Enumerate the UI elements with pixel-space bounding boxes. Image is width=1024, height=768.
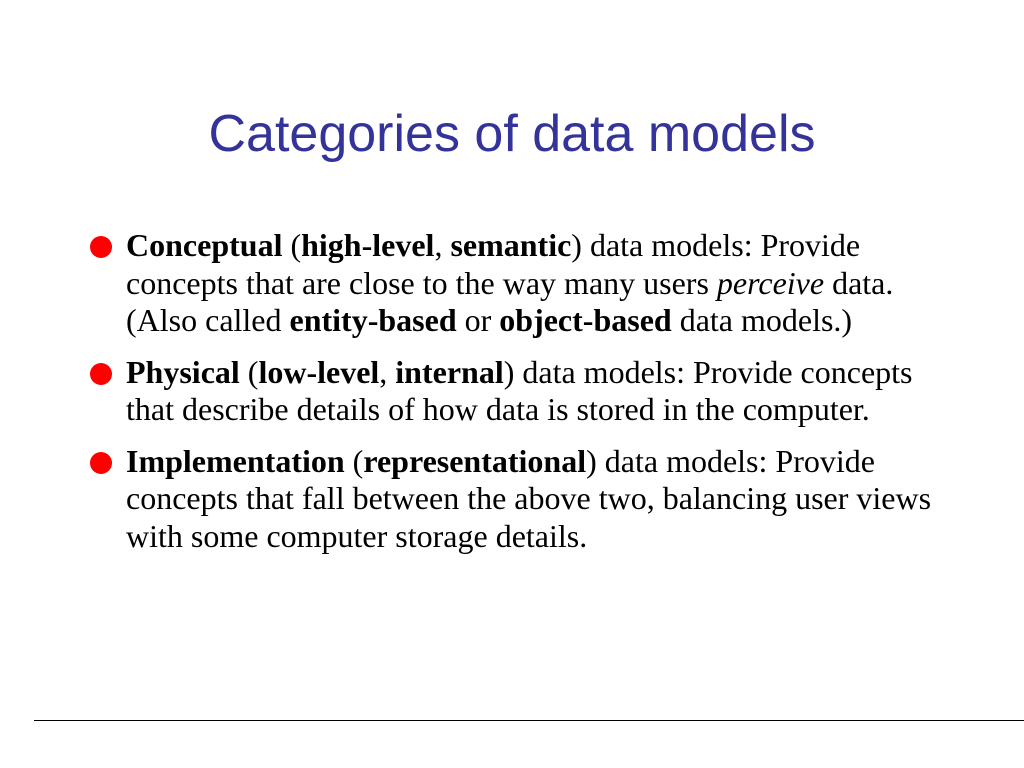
- bullet-list: [88, 227, 948, 569]
- term-semantic: semantic: [450, 227, 572, 263]
- term-conceptual: Conceptual: [126, 227, 283, 263]
- text-fragment: data. (Also called: [126, 264, 894, 338]
- text-fragment: data models.): [671, 302, 853, 338]
- term-perceive: perceive: [716, 264, 825, 301]
- text-fragment: ) data models: Provide concepts that describe details of how data is stored in the computer.: [126, 353, 913, 427]
- text-fragment: (: [239, 353, 259, 390]
- text-fragment: ,: [434, 227, 451, 263]
- text-fragment: (: [344, 442, 364, 479]
- footer-divider: [34, 720, 1024, 721]
- slide-title: Categories of data models: [208, 105, 816, 163]
- bullet-implementation: [88, 443, 948, 556]
- term-high-level: high-level: [301, 227, 435, 263]
- bullet-physical: [88, 354, 948, 429]
- term-physical: Physical: [126, 353, 240, 390]
- bullet-dot-icon: [90, 236, 112, 258]
- term-entity-based: entity-based: [289, 302, 457, 338]
- term-internal: internal: [395, 353, 504, 390]
- text-fragment: ) data models: Provide concepts that are close to the way many users: [126, 227, 861, 301]
- text-fragment: ,: [379, 353, 396, 390]
- text-fragment: (: [282, 227, 302, 263]
- text-fragment: ) data models: Provide concepts that fall between the above two, balancing user views with some computer storage details.: [126, 442, 932, 554]
- term-implementation: Implementation: [126, 442, 345, 479]
- bullet-dot-icon: [90, 363, 112, 385]
- bullet-conceptual: [88, 227, 948, 340]
- term-representational: representational: [363, 442, 587, 479]
- term-object-based: object-based: [499, 302, 672, 338]
- text-fragment: or: [456, 302, 500, 338]
- term-low-level: low-level: [258, 353, 380, 390]
- bullet-dot-icon: [90, 452, 112, 474]
